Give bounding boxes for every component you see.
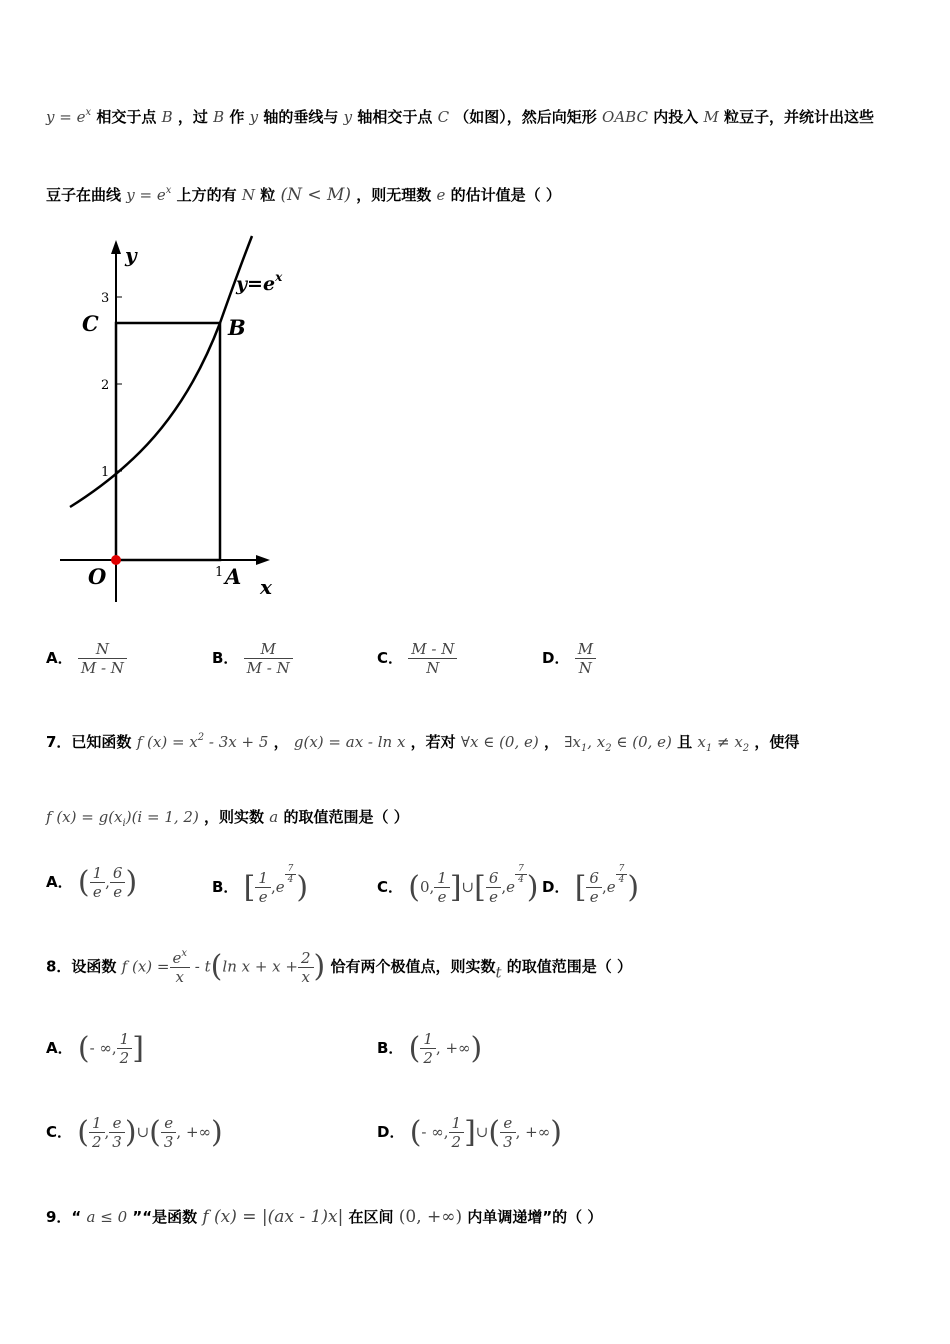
q7-option-d[interactable]: D． [ $\frac{6}{e}$ ,e $\frac{7}{4}$ ) (542, 864, 640, 906)
q8-line1: 8．设函数 f (x) = $\frac{e^x}{x}$ - t(ln x + x + $\frac{2}{x}$ ) 恰有两个极值点，则实数t 的取值范围是（ ） (46, 948, 632, 986)
q6-line1: $y = e^x$ 相交于点 B ，过 B 作 y 轴的垂线与 y 轴相交于点 C （如图），然后向矩形 OABC 内投入 M 粒豆子，并统计出这些 (46, 107, 875, 126)
q7-option-c[interactable]: C． (0, $\frac{1}{e}$ ]∪[ $\frac{6}{e}$ ,e $\frac{7}{4}$ ) (377, 864, 539, 906)
tick-label-1: 1 (101, 465, 110, 480)
curve-label: $y=e^x$ (236, 270, 283, 295)
x-axis-label: x (260, 575, 272, 599)
tick-label-2: 2 (101, 378, 110, 393)
q7-line1: 7．已知函数 f $(x) = x^2 - 3x + 5$ ， g(x) = ax - ln x ，若对 ∀x ∈ (0, e) ， $\exists x_1$, $x_2$ ∈ (0, e) 且 $x_1 \ne x_2$ ，使得 (46, 732, 800, 754)
q8-option-b[interactable]: B． ( $\frac{1}{2}$ , +∞) (377, 1030, 483, 1067)
q8-option-c[interactable]: C． ( $\frac{1}{2}$ , $\frac{e}{3}$ )∪( $\frac{e}{3}$ , +∞) (46, 1114, 223, 1151)
point-b-label: B (228, 315, 246, 340)
q9-line1: 9．“ a ≤ 0 ”“是函数 f (x) = |(ax - 1)x| 在区间 (0, +∞) 内单调递增”的（ ） (46, 1207, 603, 1227)
math-y-ex: $y = e^x$ (46, 107, 92, 126)
point-o-label: O (88, 564, 107, 589)
y-axis-label: y (125, 243, 137, 267)
q7-option-a[interactable]: A． ( $\frac{1}{e}$ , $\frac{6}{e}$ ) (46, 864, 138, 901)
point-a-label: A (225, 564, 242, 589)
point-c-label: C (82, 311, 99, 336)
q8-option-d[interactable]: D． (- ∞, $\frac{1}{2}$ ]∪( $\frac{e}{3}$ , +∞) (377, 1114, 562, 1151)
tick-label-x1: 1 (215, 565, 224, 580)
q6-line2: 豆子在曲线 $y = e^x$ 上方的有 N 粒 (N < M) ，则无理数 e 的估计值是（ ） (46, 185, 561, 205)
y-axis-arrow (111, 240, 121, 254)
tick-label-3: 3 (101, 291, 110, 306)
exp-graph-figure (60, 232, 300, 612)
curve-exp (70, 236, 252, 507)
q6-option-c[interactable]: C． $\frac{M - N}{N}$ (377, 640, 457, 677)
math-y-ex-2: $y = e^x$ (126, 185, 172, 204)
q6-option-b[interactable]: B． $\frac{M}{M - N}$ (212, 640, 293, 677)
x-axis-arrow (256, 555, 270, 565)
q7-line2: f $(x) = g(x_i)(i = 1$, 2) ，则实数 a 的取值范围是（ ） (46, 808, 409, 829)
q6-option-a[interactable]: A． $\frac{N}{M - N}$ (46, 640, 127, 677)
origin-dot (111, 555, 121, 565)
q8-option-a[interactable]: A． (- ∞, $\frac{1}{2}$ ] (46, 1030, 144, 1067)
q7-option-b[interactable]: B． [ $\frac{1}{e}$ ,e $\frac{7}{4}$ ) (212, 864, 309, 906)
q6-option-d[interactable]: D． $\frac{M}{N}$ (542, 640, 596, 677)
